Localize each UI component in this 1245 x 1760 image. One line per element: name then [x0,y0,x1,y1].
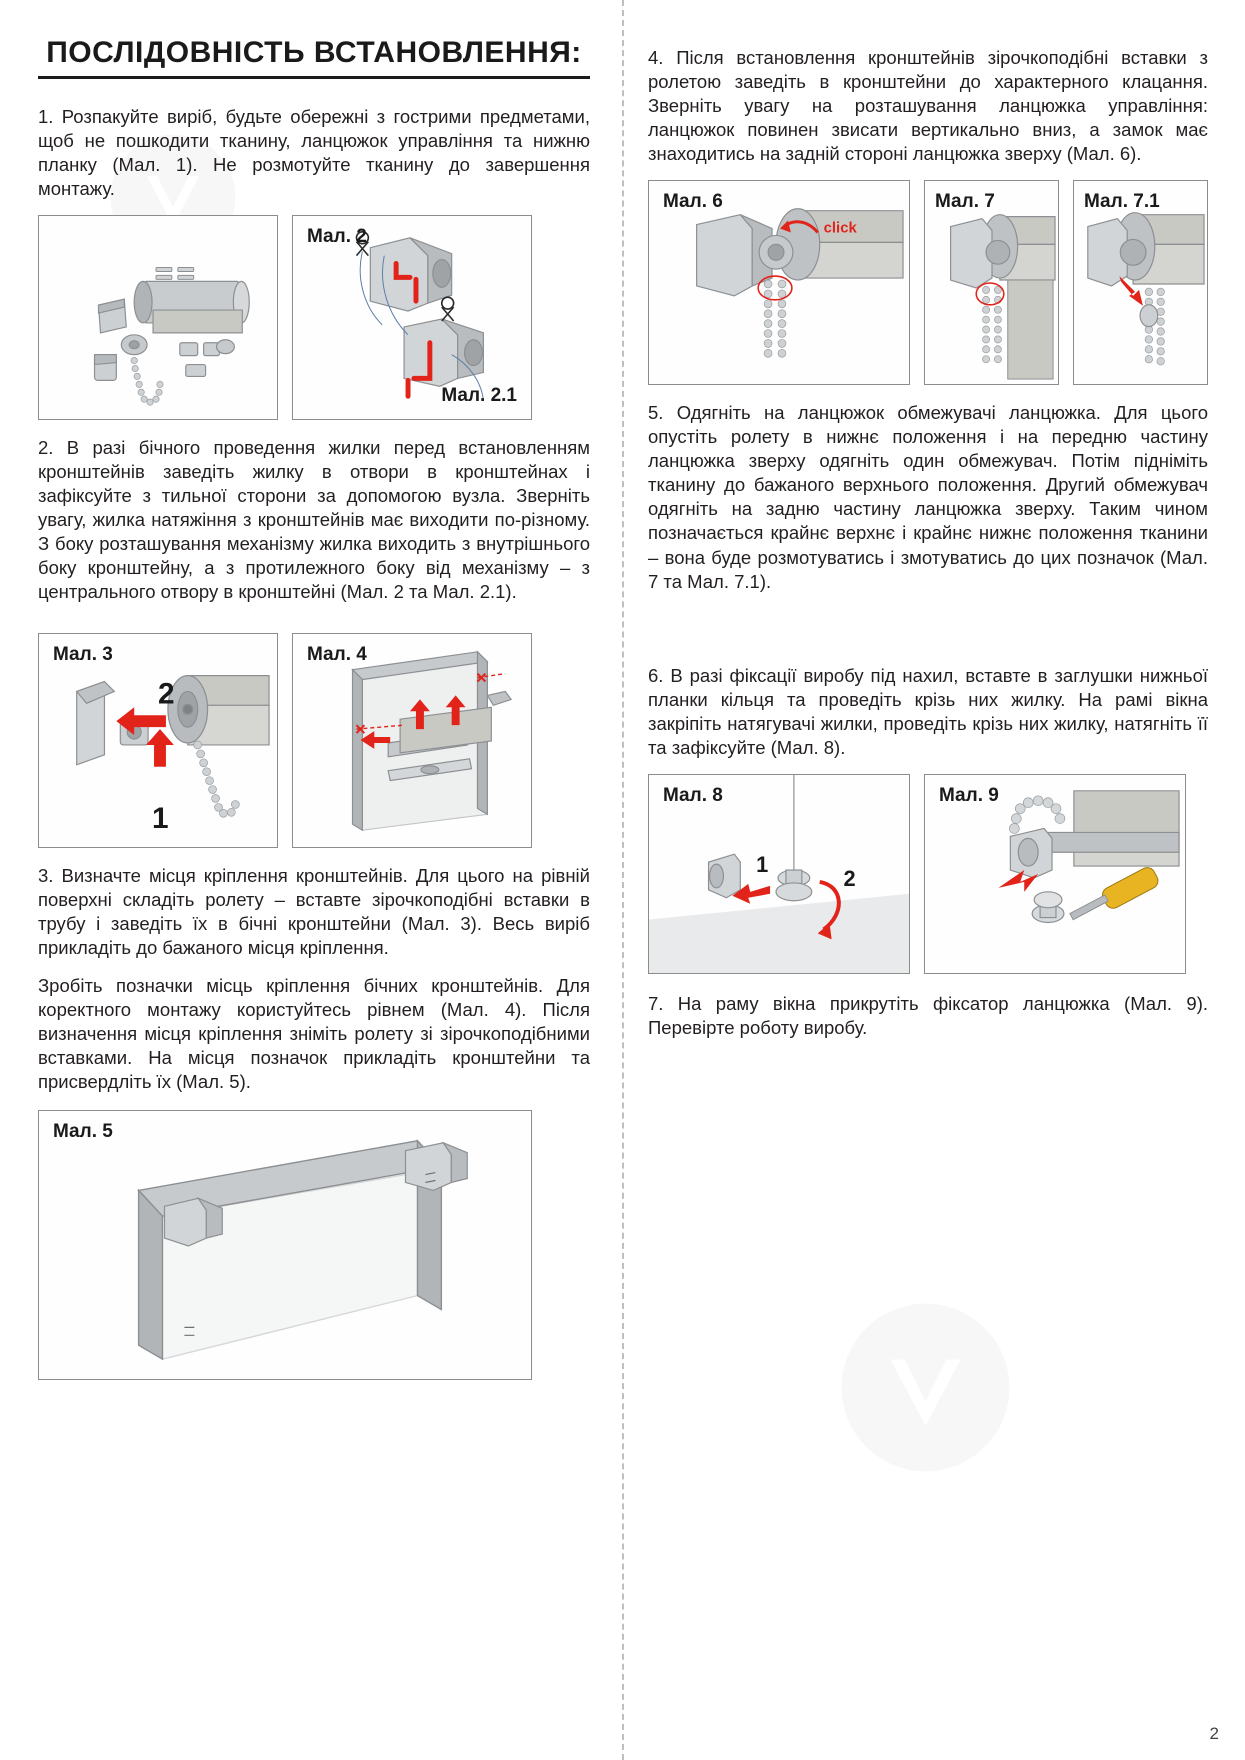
page-title: ПОСЛІДОВНІСТЬ ВСТАНОВЛЕННЯ: [46,36,582,69]
right-column [648,28,1208,1054]
figure-7 [924,180,1059,385]
step-1-text: 1. Розпакуйте виріб, будьте обережні з гострими предметами, щоб не пошкодити тканину, ланцюжок управління та нижню планку (Мал. 1). Не розмотуйте тканину до завершення монтажу. [38,106,590,200]
svg-text:click: click [823,220,857,237]
figure-5 [38,1110,532,1380]
figure-3-label: Мал. 3 [53,643,113,665]
step-6-text: 6. В разі фіксації виробу під нахил, вставте в заглушки нижньої планки кільця та проведіть крізь них жилку. На рамі вікна закріпіть натягувачі жилки, проведіть крізь них жилку, натягніть її та зафіксуйте (Мал. 8). [648,664,1208,758]
svg-text:2: 2 [843,865,856,891]
figure-7-label: Мал. 7 [935,191,995,213]
figure-5-label: Мал. 5 [53,1120,113,1142]
figure-9 [924,774,1186,974]
left-column [38,28,590,1380]
figure-4 [292,633,532,848]
svg-text:2: 2 [158,676,175,710]
watermark-logo-secondary [838,1300,1013,1475]
figure-row-1 [38,215,590,420]
step-4-text: 4. Після встановлення кронштейнів зірочкоподібні вставки з ролетою заведіть в кронштейни до характерного клацання. Зверніть увагу на розташування ланцюжка управління: ланцюжок повинен звисати вертикально вниз, а замок має знаходитись на задній стороні ланцюжка зверху (Мал. 6). [648,47,1208,165]
figure-2 [292,215,532,420]
figure-row-2 [38,633,590,848]
step-2-text: 2. В разі бічного проведення жилки перед встановленням кронштейнів заведіть жилку в отвори в кронштейнах і зафіксуйте з тильної сторони за допомогою вузла. Зверніть увагу, жилка натяжіння з кронштейнів має виходити по-різному. З боку розташування механізму жилка виходить з внутрішнього боку кронштейну, а з протилежного боку від механізму – з центрального отвору в кронштейні (Мал. 2 та Мал. 2.1). [38,437,590,603]
figure-2-1-label: Мал. 2.1 [441,385,517,407]
step-5-text: 5. Одягніть на ланцюжок обмежувачі ланцюжка. Для цього опустіть ролету в нижнє положення і на передню частину ланцюжка зверху одягніть один обмежувач. Потім підніміть тканину до бажаного верхнього положення. Другий обмежувач одягніть на задню частину ланцюжка зверху. Таким чином позначається крайнє верхнє і крайнє нижнє положення тканини – вона буде розмотуватись і змотуватись до цих позначок (Мал. 7 та Мал. 7.1). [648,402,1208,592]
title-underline [38,76,590,79]
step-3-text-continued: Зробіть позначки місць кріплення бічних кронштейнів. Для коректного монтажу користуйтесь рівнем (Мал. 4). Після визначення місця кріплення зніміть ролету зі зірочкоподібними вставками. На місця позначок прикладіть кронштейни та присвердліть їх (Мал. 5). [38,974,590,1092]
figure-9-label: Мал. 9 [939,784,999,806]
step-7-text: 7. На раму вікна прикрутіть фіксатор ланцюжка (Мал. 9). Перевірте роботу виробу. [648,992,1208,1038]
figure-3 [38,633,278,848]
figure-row-3 [648,180,1208,385]
figure-7-1-label: Мал. 7.1 [1084,191,1160,213]
figure-8 [648,774,910,974]
figure-6-label: Мал. 6 [663,191,723,213]
figure-2-label: Мал. 2 [307,226,367,248]
figure-row-4 [648,774,1208,974]
step-3-text: 3. Визначте місця кріплення кронштейнів. Для цього на рівній поверхні складіть ролету – вставте зірочкоподібні вставки в трубу і заведіть їх в бічні кронштейни (Мал. 3). Весь виріб прикладіть до бажаного місця кріплення. [38,864,590,958]
svg-text:1: 1 [756,851,769,877]
figure-7-1 [1073,180,1208,385]
figure-4-label: Мал. 4 [307,643,367,665]
figure-8-label: Мал. 8 [663,784,723,806]
figure-1 [38,215,278,420]
vertical-divider [622,0,624,1760]
svg-text:1: 1 [152,801,169,835]
page-number: 2 [1209,1724,1219,1743]
figure-6 [648,180,910,385]
